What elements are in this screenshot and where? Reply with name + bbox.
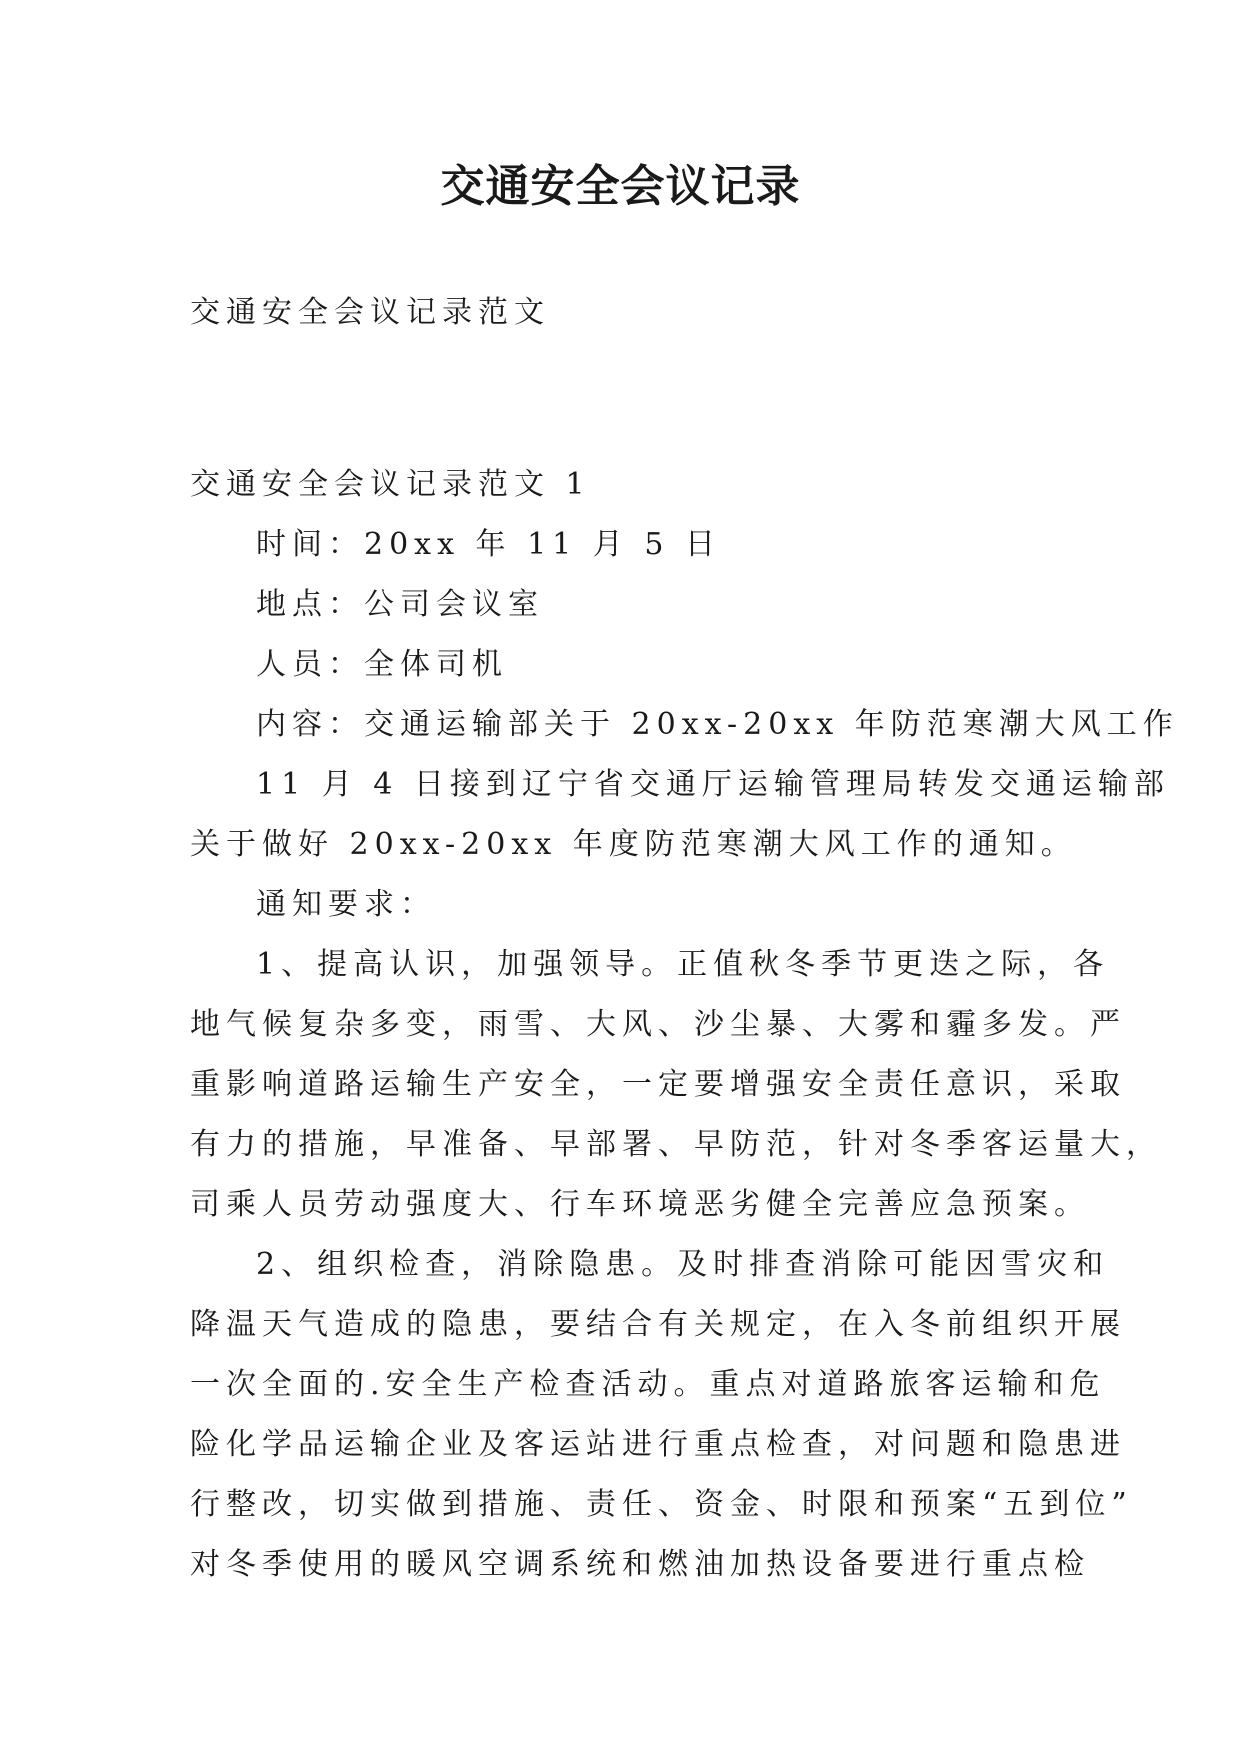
- item-1-line: 1、提高认识，加强领导。正值秋冬季节更迭之际，各: [256, 947, 1110, 982]
- paragraph-line: 11 月 4 日接到辽宁省交通厅运输管理局转发交通运输部: [256, 767, 1170, 802]
- meta-content: 内容：交通运输部关于 20xx-20xx 年防范寒潮大风工作: [256, 707, 1179, 742]
- item-2-line: 一次全面的.安全生产检查活动。重点对道路旅客运输和危: [190, 1367, 1106, 1402]
- item-1-line: 地气候复杂多变，雨雪、大风、沙尘暴、大雾和霾多发。严: [190, 1007, 1126, 1042]
- item-2-line: 2、组织检查，消除隐患。及时排查消除可能因雪灾和: [256, 1247, 1110, 1282]
- document-subtitle: 交通安全会议记录范文: [190, 295, 550, 330]
- item-1-line: 司乘人员劳动强度大、行车环境恶劣健全完善应急预案。: [190, 1187, 1090, 1222]
- meta-people: 人员：全体司机: [256, 647, 508, 682]
- meta-place: 地点：公司会议室: [256, 587, 544, 622]
- notice-heading: 通知要求：: [256, 887, 436, 922]
- meta-time: 时间：20xx 年 11 月 5 日: [256, 527, 721, 562]
- item-2-line: 行整改，切实做到措施、责任、资金、时限和预案“五到位”: [190, 1487, 1133, 1522]
- document-title: 交通安全会议记录: [440, 161, 801, 212]
- section-heading: 交通安全会议记录范文 1: [190, 467, 591, 502]
- item-2-line: 对冬季使用的暖风空调系统和燃油加热设备要进行重点检: [190, 1547, 1090, 1582]
- item-2-line: 降温天气造成的隐患，要结合有关规定，在入冬前组织开展: [190, 1307, 1126, 1342]
- item-1-line: 重影响道路运输生产安全，一定要增强安全责任意识，采取: [190, 1067, 1126, 1102]
- item-1-line: 有力的措施，早准备、早部署、早防范，针对冬季客运量大，: [190, 1127, 1162, 1162]
- item-2-line: 险化学品运输企业及客运站进行重点检查，对问题和隐患进: [190, 1427, 1126, 1462]
- paragraph-line: 关于做好 20xx-20xx 年度防范寒潮大风工作的通知。: [190, 827, 1077, 862]
